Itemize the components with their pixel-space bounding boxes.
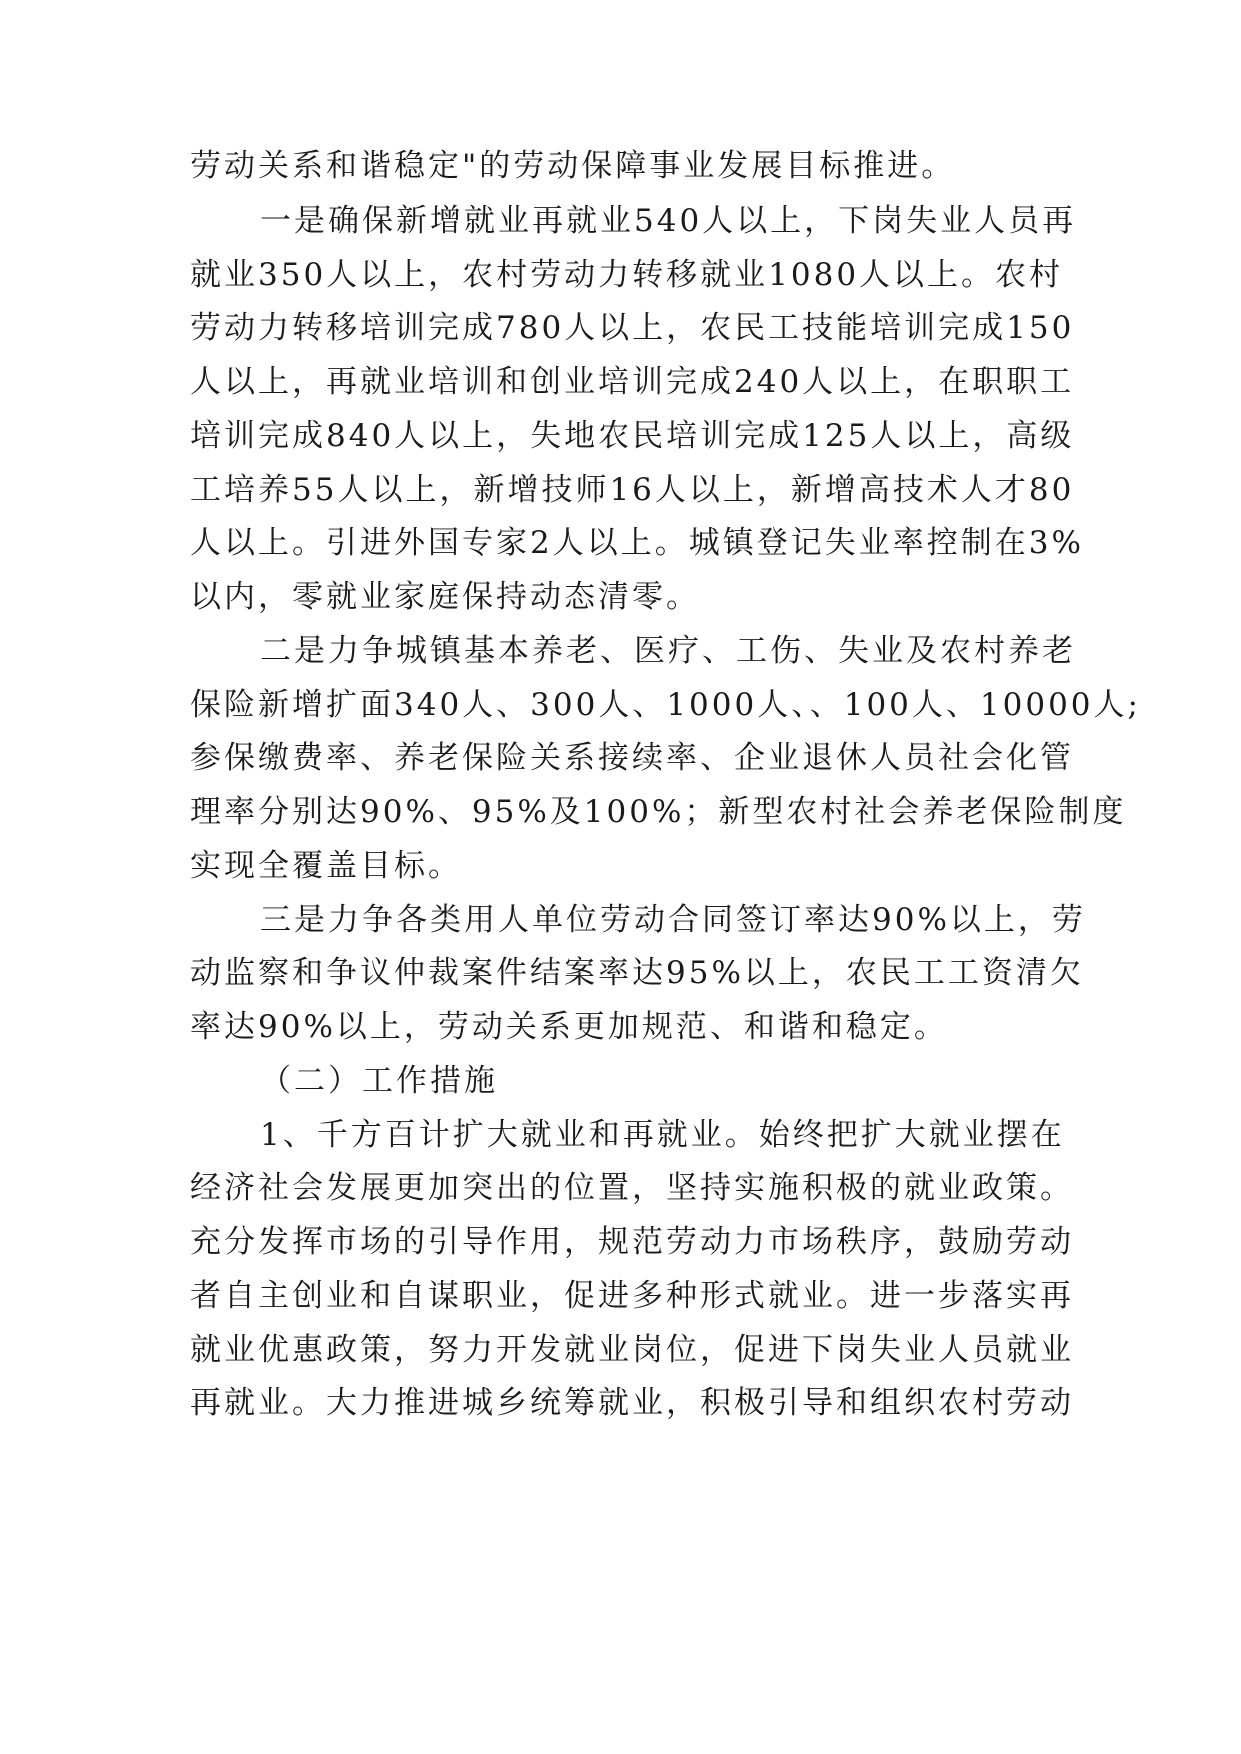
paragraph-line: 1、千方百计扩大就业和再就业。始终把扩大就业摆在 [260,1117,1065,1153]
paragraph-line: 一是确保新增就业再就业540人以上，下岗失业人员再 [260,203,1077,239]
paragraph-line: 三是力争各类用人单位劳动合同签订率达90%以上，劳 [260,902,1086,938]
text-line: 劳动关系和谐稳定"的劳动保障事业发展目标推进。 [190,148,956,184]
text-line: 动监察和争议仲裁案件结案率达95%以上，农民工工资清欠 [190,955,1084,991]
text-line: 以内，零就业家庭保持动态清零。 [190,579,700,615]
text-line: 经济社会发展更加突出的位置，坚持实施积极的就业政策。 [190,1170,1074,1206]
text-line: 参保缴费率、养老保险关系接续率、企业退休人员社会化管 [190,740,1074,776]
text-line: 实现全覆盖目标。 [190,848,462,884]
text-line: 保险新增扩面340人、300人、1000人、、100人、10000人; [190,687,1141,723]
text-line: 人以上。引进外国专家2人以上。城镇登记失业率控制在3% [190,525,1084,561]
text-line: 充分发挥市场的引导作用，规范劳动力市场秩序，鼓励劳动 [190,1224,1074,1260]
text-line: 人以上，再就业培训和创业培训完成240人以上，在职职工 [190,364,1075,400]
text-line: 就业优惠政策，努力开发就业岗位，促进下岗失业人员就业 [190,1332,1074,1368]
text-line: 工培养55人以上，新增技师16人以上，新增高技术人才80 [190,472,1075,508]
section-heading: （二）工作措施 [260,1063,498,1099]
text-line: 就业350人以上，农村劳动力转移就业1080人以上。农村 [190,257,1064,293]
text-line: 劳动力转移培训完成780人以上，农民工技能培训完成150 [190,310,1075,346]
text-line: 再就业。大力推进城乡统筹就业，积极引导和组织农村劳动 [190,1385,1074,1421]
text-line: 者自主创业和自谋职业，促进多种形式就业。进一步落实再 [190,1278,1074,1314]
text-line: 理率分别达90%、95%及100%；新型农村社会养老保险制度 [190,794,1127,830]
text-line: 培训完成840人以上，失地农民培训完成125人以上，高级 [190,418,1075,454]
text-line: 率达90%以上，劳动关系更加规范、和谐和稳定。 [190,1009,948,1045]
paragraph-line: 二是力争城镇基本养老、医疗、工伤、失业及农村养老 [260,633,1076,669]
